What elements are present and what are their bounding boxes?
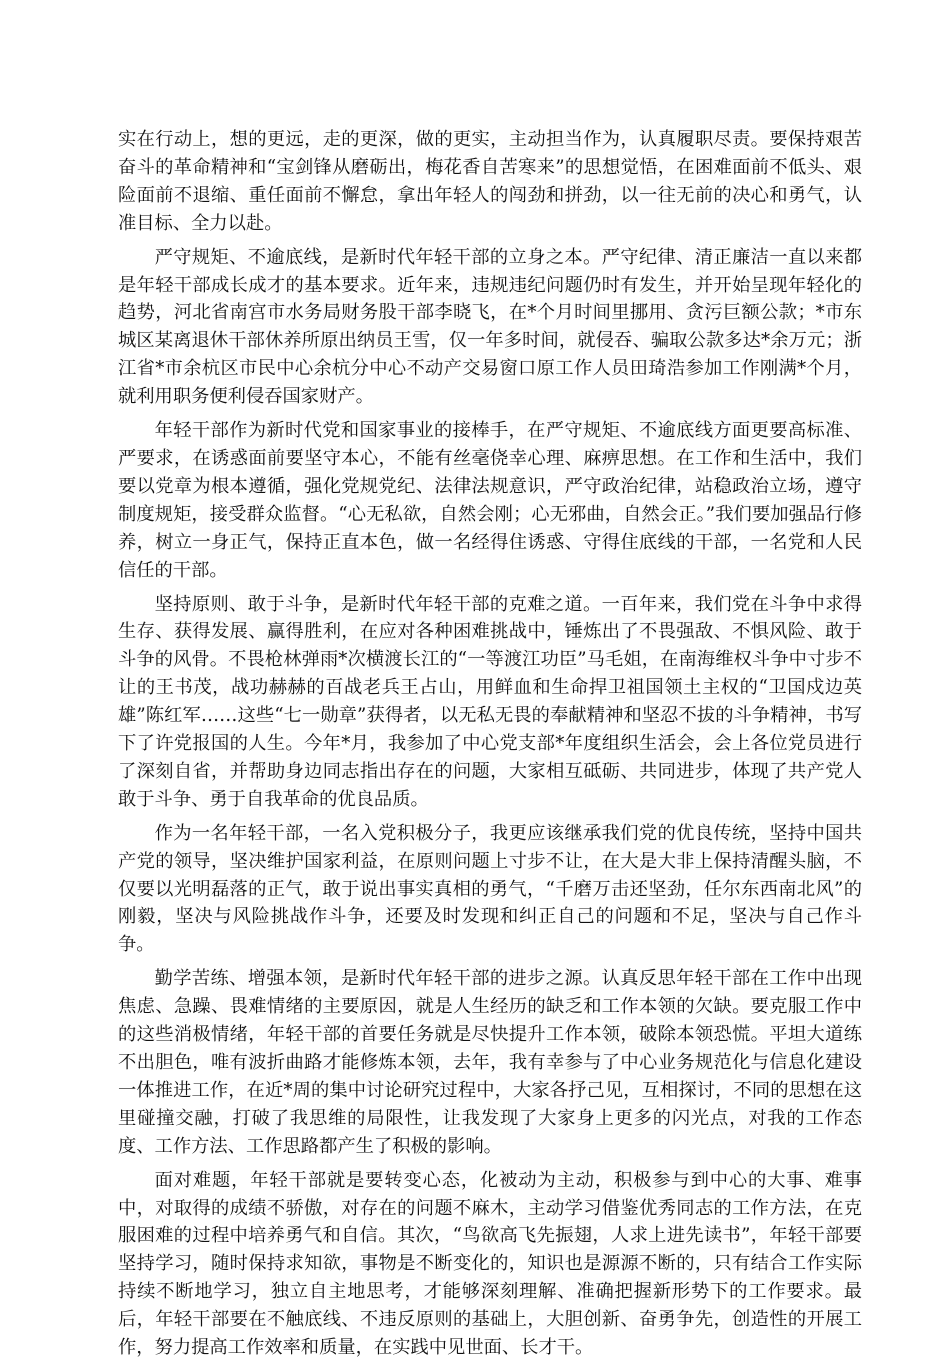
paragraph-rules-bottom-line: 严守规矩、不逾底线，是新时代年轻干部的立身之本。严守纪律、清正廉洁一直以来都是年轻干部成长成才的基本要求。近年来，违规违纪问题仍时有发生，并开始呈现年轻化的趋势，河北省南宫市水务局财务股干部李晓飞，在*个月时间里挪用、贪污巨额公款；*市东城区某离退休干部休养所原出纳员王雪，仅一年多时间，就侵吞、骗取公款多达*余万元；浙江省*市余杭区市民中心余杭分中心不动产交易窗口原工作人员田琦浩参加工作刚满*个月，就利用职务便利侵吞国家财产。 xyxy=(118,246,862,408)
document-page xyxy=(118,126,862,1368)
paragraph-continuation: 实在行动上，想的更远，走的更深，做的更实，主动担当作为，认真履职尽责。要保持艰苦奋斗的革命精神和“宝剑锋从磨砺出，梅花香自苦寒来”的思想觉悟，在困难面前不低头、艰险面前不退缩、重任面前不懈怠，拿出年轻人的闯劲和拼劲，以一往无前的决心和勇气，认准目标、全力以赴。 xyxy=(118,129,862,234)
paragraph-party-activist: 作为一名年轻干部，一名入党积极分子，我更应该继承我们党的优良传统，坚持中国共产党的领导，坚决维护国家利益，在原则问题上寸步不让，在大是大非上保持清醒头脑，不仅要以光明磊落的正气，敢于说出事实真相的勇气，“千磨万击还坚劲，任尔东西南北风”的刚毅，坚决与风险挑战作斗争，还要及时发现和纠正自己的问题和不足，坚决与自己作斗争。 xyxy=(118,822,862,956)
paragraph-study-skills: 勤学苦练、增强本领，是新时代年轻干部的进步之源。认真反思年轻干部在工作中出现焦虑、急躁、畏难情绪的主要原因，就是人生经历的缺乏和工作本领的欠缺。要克服工作中的这些消极情绪，年轻干部的首要任务就是尽快提升工作本领，破除本领恐慌。平坦大道练不出胆色，唯有波折曲路才能修炼本领，去年，我有幸参与了中心业务规范化与信息化建设一体推进工作，在近*周的集中讨论研究过程中，大家各抒己见，互相探讨，不同的思想在这里碰撞交融，打破了我思维的局限性，让我发现了大家身上更多的闪光点，对我的工作态度、工作方法、工作思路都产生了积极的影响。 xyxy=(118,968,862,1157)
paragraph-facing-difficulties: 面对难题，年轻干部就是要转变心态，化被动为主动，积极参与到中心的大事、难事中，对取得的成绩不骄傲，对存在的问题不麻木，主动学习借鉴优秀同志的工作方法，在克服困难的过程中培养勇气和自信。其次，“鸟欲高飞先振翅，人求上进先读书”，年轻干部要坚持学习，随时保持求知欲，事物是不断变化的，知识也是源源不断的，只有结合工作实际持续不断地学习，独立自主地思考，才能够深刻理解、准确把握新形势下的工作要求。最后，年轻干部要在不触底线、不违反原则的基础上，大胆创新、奋勇争先，创造性的开展工作，努力提高工作效率和质量，在实践中见世面、长才干。 xyxy=(118,1169,862,1359)
paragraph-high-standards: 年轻干部作为新时代党和国家事业的接棒手，在严守规矩、不逾底线方面更要高标准、严要求，在诱惑面前要坚守本心，不能有丝毫侥幸心理、麻痹思想。在工作和生活中，我们要以党章为根本遵循，强化党规党纪、法律法规意识，严守政治纪律，站稳政治立场，遵守制度规矩，接受群众监督。“心无私欲，自然会刚；心无邪曲，自然会正。”我们要加强品行修养，树立一身正气，保持正直本色，做一名经得住诱惑、守得住底线的干部，一名党和人民信任的干部。 xyxy=(118,420,862,581)
paragraph-principle-struggle: 坚持原则、敢于斗争，是新时代年轻干部的克难之道。一百年来，我们党在斗争中求得生存、获得发展、赢得胜利，在应对各种困难挑战中，锤炼出了不畏强敌、不惧风险、敢于斗争的风骨。不畏枪林弹雨*次横渡长江的“一等渡江功臣”马毛姐，在南海维权斗争中寸步不让的王书茂，战功赫赫的百战老兵王占山，用鲜血和生命捍卫祖国领土主权的“卫国戍边英雄”陈红军……这些“七一勋章”获得者，以无私无畏的奉献精神和坚忍不拔的斗争精神，书写下了许党报国的人生。今年*月，我参加了中心党支部*年度组织生活会，会上各位党员进行了深刻自省，并帮助身边同志指出存在的问题，大家相互砥砺、共同进步，体现了共产党人敢于斗争、勇于自我革命的优良品质。 xyxy=(118,593,862,810)
